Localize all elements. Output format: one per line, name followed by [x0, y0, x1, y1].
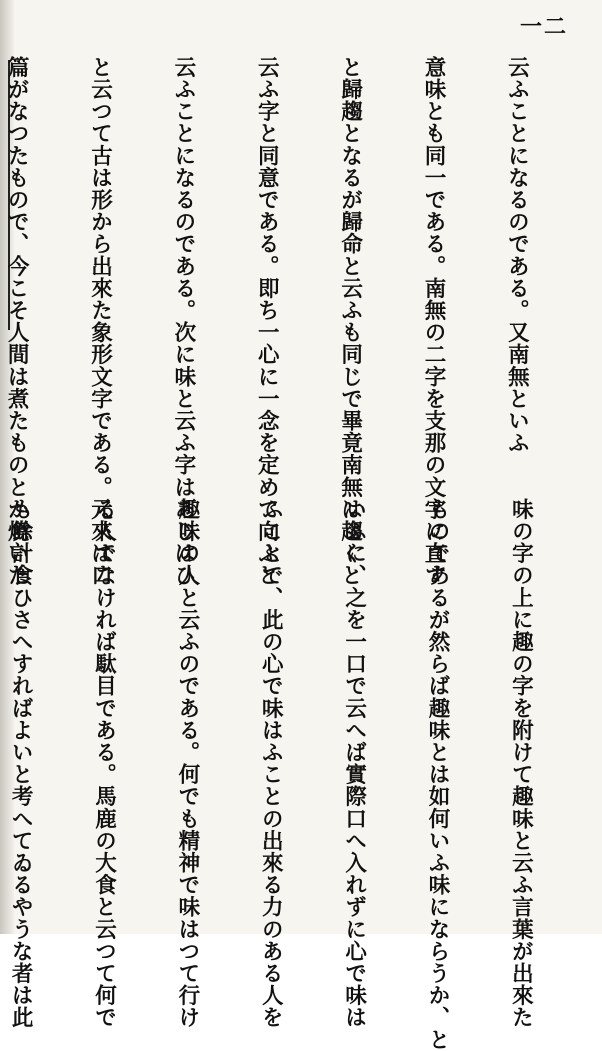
text-column: 意味とも同一である。南無の二字を支那の文字に直す — [421, 56, 447, 587]
text-column: 篇がなつたもので、今こそ人間は煮たものとか燒いた — [4, 56, 30, 587]
page-number: 一二 — [519, 14, 568, 40]
bottom-text-block — [8, 498, 590, 1051]
text-column: 云ふことになるのである。次に味と云ふ字はあじはひ — [170, 56, 196, 587]
text-column: ふことで、此の心で味はふことの出來る力のある人を — [258, 498, 284, 1029]
text-column: と歸趨となるが歸命と云ふも同じで畢竟南無は趨くと — [337, 56, 363, 587]
text-column: 味の字の上に趣の字を附けて趣味と云ふ言葉が出來た — [508, 498, 534, 1029]
text-column: 云ふ字と同意である。即ち一心に一念を定めて向ふと — [254, 56, 280, 587]
text-column: ものであるが然らば趣味とは如何いふ味にならうか、と — [425, 498, 451, 1051]
text-column: と云つて古は形から出來た象形文字である。元來は口 — [87, 56, 113, 587]
text-column: も餘計食ひさへすればよいと考へてゐるやうな者は此 — [8, 498, 34, 1029]
text-column: る人でなければ駄目である。馬鹿の大食と云つて何で — [91, 498, 117, 1029]
text-column: 云ふことになるのである。又南無といふ — [504, 56, 530, 454]
text-column: いふに、之を一口で云へば實際口へ入れずに心で味は — [341, 498, 367, 1029]
text-column: 趣味の人と云ふのである。何でも精神で味はつて行け — [174, 498, 200, 1029]
top-text-block — [4, 56, 586, 587]
